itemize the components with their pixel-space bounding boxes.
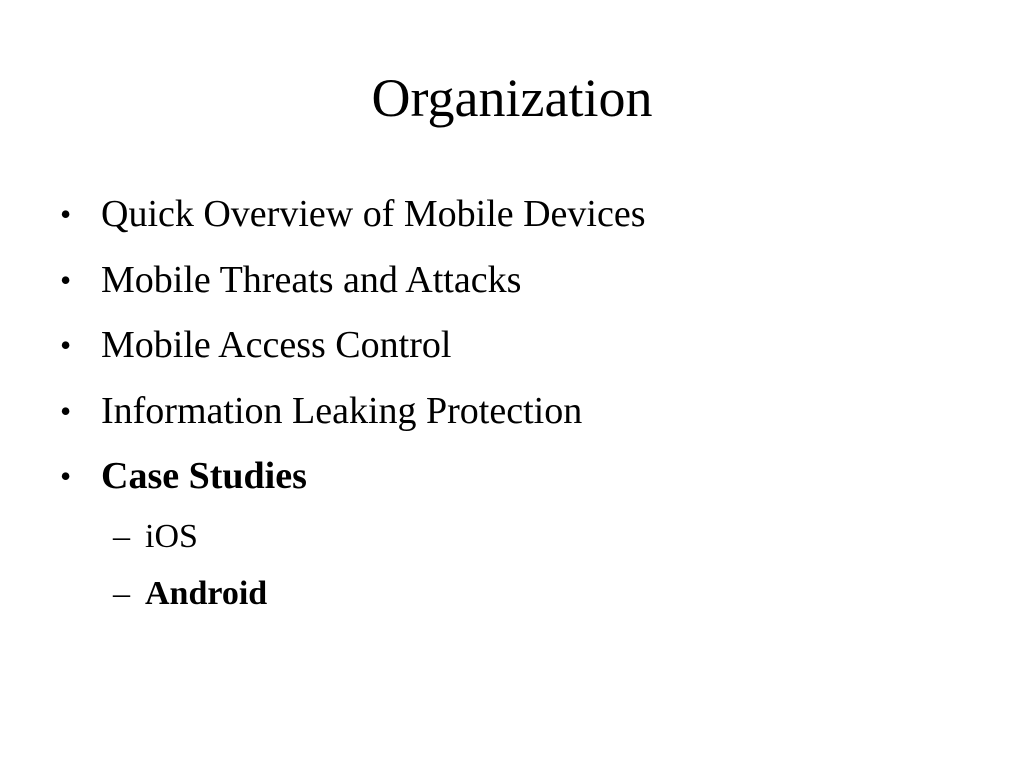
bullet-item — [60, 190, 980, 238]
bullet-item — [60, 256, 980, 304]
bullet-text: Mobile Access Control — [101, 324, 452, 366]
slide-title: Organization — [371, 68, 653, 128]
bullet-item — [60, 452, 980, 500]
bullet-list — [60, 190, 980, 518]
sub-bullet-marker: – — [113, 575, 130, 612]
bullet-marker: • — [60, 458, 72, 494]
sub-bullet-text: Android — [145, 575, 268, 612]
sub-bullet-item — [113, 514, 267, 560]
sub-bullet-text: iOS — [145, 518, 198, 555]
sub-bullet-item — [113, 571, 267, 617]
bullet-item — [60, 387, 980, 435]
bullet-text: Quick Overview of Mobile Devices — [101, 193, 646, 235]
sub-bullet-marker: – — [113, 518, 130, 555]
bullet-text: Case Studies — [101, 455, 307, 497]
sub-bullet-list — [113, 514, 267, 628]
bullet-marker: • — [60, 196, 72, 232]
bullet-marker: • — [60, 327, 72, 363]
bullet-item — [60, 321, 980, 369]
bullet-marker: • — [60, 261, 72, 298]
bullet-text: Mobile Threats and Attacks — [101, 258, 522, 301]
bullet-marker: • — [60, 392, 72, 429]
bullet-text: Information Leaking Protection — [101, 389, 583, 432]
